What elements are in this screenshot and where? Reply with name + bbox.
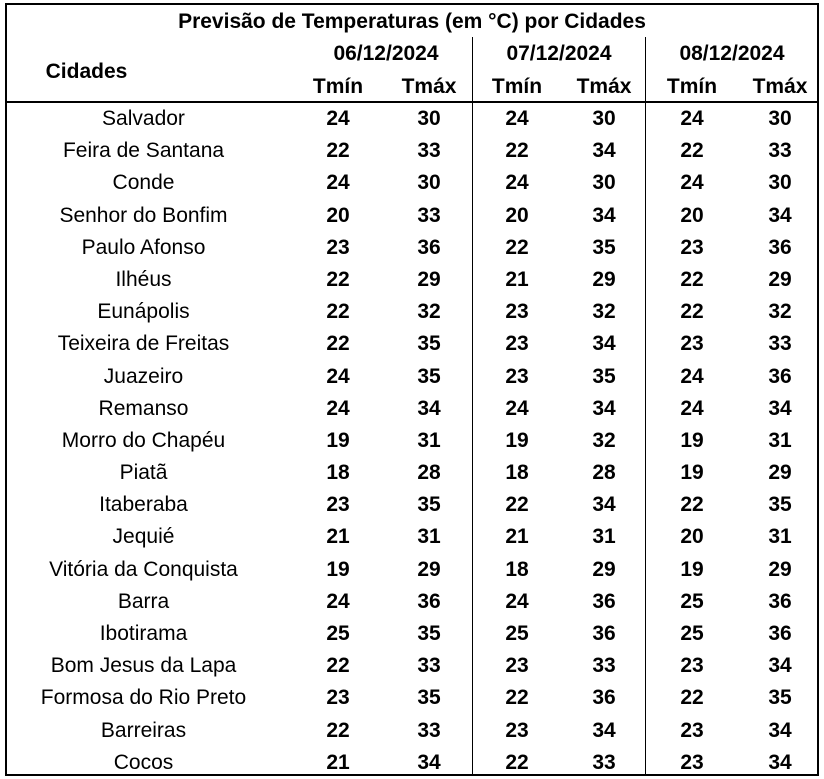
tmin-value: 20: [326, 203, 350, 227]
tmin-value: 22: [326, 267, 350, 291]
city-name: Bom Jesus da Lapa: [50, 654, 237, 678]
tmax-value: 34: [417, 396, 441, 420]
tmax-value: 29: [417, 557, 441, 581]
table-row: [7, 393, 817, 425]
table-row: [7, 489, 817, 521]
tmax-value: 33: [417, 718, 441, 742]
tmin-value: 20: [680, 525, 704, 549]
tmin-value: 19: [326, 557, 350, 581]
tmin-value: 21: [505, 267, 529, 291]
tmin-value: 20: [505, 203, 529, 227]
tmin-value: 25: [680, 622, 704, 645]
tmax-value: 34: [592, 396, 616, 420]
tmin-value: 22: [505, 750, 529, 774]
date-header: 08/12/2024: [679, 42, 785, 65]
tmax-value: 36: [592, 622, 616, 645]
tmin-value: 23: [326, 686, 350, 710]
table-title: Previsão de Temperaturas (em °C) por Cidades: [178, 10, 646, 33]
city-name: Ilhéus: [115, 267, 172, 291]
tmax-value: 35: [417, 686, 441, 710]
tmax-value: 35: [417, 332, 441, 356]
table-row: [7, 715, 817, 747]
tmax-value: 35: [417, 493, 441, 517]
tmax-value: 34: [417, 750, 441, 774]
tmin-value: 19: [680, 557, 704, 581]
tmax-value: 35: [417, 364, 441, 388]
tmin-value: 25: [326, 622, 350, 645]
tmax-value: 36: [417, 235, 441, 259]
tmax-value: 33: [417, 139, 441, 163]
tmin-value: 21: [505, 525, 529, 549]
tmax-value: 30: [417, 107, 441, 130]
tmin-value: 23: [680, 750, 704, 774]
tmax-value: 32: [592, 300, 616, 324]
tmin-value: 23: [680, 235, 704, 259]
city-name: Salvador: [102, 107, 185, 130]
table-row: [7, 586, 817, 618]
tmin-value: 22: [326, 300, 350, 324]
tmin-value: 20: [680, 203, 704, 227]
tmin-value: 23: [326, 235, 350, 259]
table-row: [7, 554, 817, 586]
tmin-value: 22: [505, 139, 529, 163]
tmax-value: 33: [417, 654, 441, 678]
tmin-value: 25: [505, 622, 529, 645]
table-row: [7, 361, 817, 393]
table-body: [7, 103, 817, 779]
city-name: Itaberaba: [99, 493, 188, 517]
tmax-header: Tmáx: [752, 75, 808, 98]
tmin-value: 24: [680, 364, 704, 388]
tmin-value: 22: [326, 332, 350, 356]
date-header: 06/12/2024: [333, 42, 439, 65]
tmax-value: 35: [592, 235, 616, 259]
tmin-value: 22: [680, 686, 704, 710]
tmax-value: 31: [417, 525, 441, 549]
tmax-value: 33: [417, 203, 441, 227]
tmin-value: 24: [505, 396, 529, 420]
tmin-value: 22: [326, 718, 350, 742]
city-name: Remanso: [98, 396, 189, 420]
tmin-value: 24: [680, 107, 704, 130]
tmax-value: 36: [768, 235, 792, 259]
tmax-value: 34: [592, 493, 616, 517]
tmin-value: 19: [680, 461, 704, 485]
tmax-value: 34: [768, 654, 792, 678]
table-row: [7, 296, 817, 328]
tmax-value: 36: [768, 589, 792, 613]
city-name: Cocos: [113, 750, 174, 774]
tmax-value: 35: [768, 493, 792, 517]
tmin-value: 24: [505, 107, 529, 130]
table-row: [7, 618, 817, 650]
table-row: [7, 200, 817, 232]
city-name: Vitória da Conquista: [49, 557, 238, 581]
city-name: Teixeira de Freitas: [57, 332, 230, 356]
tmin-value: 24: [505, 171, 529, 195]
tmax-value: 34: [592, 718, 616, 742]
tmax-value: 30: [417, 171, 441, 195]
tmin-value: 21: [326, 525, 350, 549]
tmax-value: 36: [592, 589, 616, 613]
tmin-value: 24: [505, 589, 529, 613]
tmax-value: 29: [417, 267, 441, 291]
tmin-value: 22: [680, 493, 704, 517]
tmax-value: 35: [592, 364, 616, 388]
tmax-value: 31: [768, 428, 792, 452]
table-row: [7, 747, 817, 779]
table-row: [7, 328, 817, 360]
tmax-value: 31: [592, 525, 616, 549]
tmin-value: 23: [505, 654, 529, 678]
city-name: Jequié: [112, 525, 175, 549]
tmin-header: Tmín: [666, 75, 718, 98]
tmin-value: 23: [505, 300, 529, 324]
forecast-table: [5, 3, 819, 776]
tmin-value: 25: [680, 589, 704, 613]
tmax-value: 34: [592, 139, 616, 163]
table-row: [7, 521, 817, 553]
tmin-value: 22: [680, 139, 704, 163]
tmin-value: 18: [326, 461, 350, 485]
table-row: [7, 457, 817, 489]
tmin-value: 19: [505, 428, 529, 452]
tmax-value: 30: [592, 171, 616, 195]
table-row: [7, 650, 817, 682]
tmin-value: 22: [326, 654, 350, 678]
tmin-value: 23: [505, 364, 529, 388]
tmax-value: 34: [592, 332, 616, 356]
tmin-value: 18: [505, 461, 529, 485]
tmin-value: 22: [680, 300, 704, 324]
tmin-value: 22: [505, 686, 529, 710]
tmax-value: 29: [592, 557, 616, 581]
table-row: [7, 682, 817, 714]
tmax-value: 30: [768, 171, 792, 195]
tmin-value: 23: [505, 332, 529, 356]
tmax-value: 28: [417, 461, 441, 485]
tmax-value: 33: [768, 332, 792, 356]
tmax-value: 33: [592, 750, 616, 774]
tmin-value: 24: [680, 396, 704, 420]
tmin-value: 22: [505, 493, 529, 517]
tmax-value: 32: [768, 300, 792, 324]
tmax-value: 31: [768, 525, 792, 549]
tmax-value: 33: [768, 139, 792, 163]
tmax-value: 34: [768, 203, 792, 227]
tmax-value: 32: [417, 300, 441, 324]
tmax-value: 36: [592, 686, 616, 710]
tmax-value: 35: [768, 686, 792, 710]
tmax-value: 35: [417, 622, 441, 645]
city-name: Ibotirama: [99, 622, 188, 645]
tmax-value: 28: [592, 461, 616, 485]
tmin-value: 23: [680, 718, 704, 742]
tmin-value: 22: [680, 267, 704, 291]
tmax-value: 36: [417, 589, 441, 613]
tmin-value: 19: [326, 428, 350, 452]
date-header: 07/12/2024: [506, 42, 612, 65]
tmax-value: 36: [768, 364, 792, 388]
cities-column-header: Cidades: [45, 60, 128, 83]
city-name: Piatã: [119, 461, 168, 485]
tmax-value: 34: [768, 750, 792, 774]
tmax-value: 34: [768, 396, 792, 420]
tmin-header: Tmín: [312, 75, 364, 98]
city-name: Barreiras: [100, 718, 187, 742]
city-name: Morro do Chapéu: [61, 428, 226, 452]
tmin-value: 23: [680, 654, 704, 678]
tmin-value: 22: [326, 139, 350, 163]
city-name: Senhor do Bonfim: [59, 203, 228, 227]
tmax-value: 29: [768, 267, 792, 291]
city-name: Feira de Santana: [62, 139, 225, 163]
tmax-value: 29: [592, 267, 616, 291]
city-name: Formosa do Rio Preto: [40, 686, 247, 710]
tmin-value: 24: [326, 107, 350, 130]
city-name: Conde: [112, 171, 175, 195]
table-row: [7, 232, 817, 264]
table-row: [7, 135, 817, 167]
city-name: Paulo Afonso: [81, 235, 206, 259]
tmax-header: Tmáx: [576, 75, 632, 98]
tmax-value: 34: [768, 718, 792, 742]
tmax-value: 30: [768, 107, 792, 130]
tmax-value: 36: [768, 622, 792, 645]
table-row: [7, 264, 817, 296]
tmin-value: 22: [505, 235, 529, 259]
table-row: [7, 425, 817, 457]
tmax-header: Tmáx: [401, 75, 457, 98]
tmax-value: 33: [592, 654, 616, 678]
tmin-value: 23: [680, 332, 704, 356]
tmax-value: 34: [592, 203, 616, 227]
tmax-value: 29: [768, 557, 792, 581]
tmin-value: 24: [326, 364, 350, 388]
tmin-value: 23: [505, 718, 529, 742]
tmax-value: 30: [592, 107, 616, 130]
table-row: [7, 167, 817, 199]
tmin-value: 24: [326, 171, 350, 195]
tmax-value: 31: [417, 428, 441, 452]
tmin-value: 23: [326, 493, 350, 517]
city-name: Barra: [117, 589, 170, 613]
tmax-value: 32: [592, 428, 616, 452]
tmax-value: 29: [768, 461, 792, 485]
tmin-value: 24: [326, 396, 350, 420]
city-name: Eunápolis: [97, 300, 190, 324]
tmin-value: 18: [505, 557, 529, 581]
tmin-value: 19: [680, 428, 704, 452]
tmin-header: Tmín: [491, 75, 543, 98]
tmin-value: 24: [680, 171, 704, 195]
tmin-value: 24: [326, 589, 350, 613]
city-name: Juazeiro: [103, 364, 184, 388]
tmin-value: 21: [326, 750, 350, 774]
table-row: [7, 103, 817, 135]
